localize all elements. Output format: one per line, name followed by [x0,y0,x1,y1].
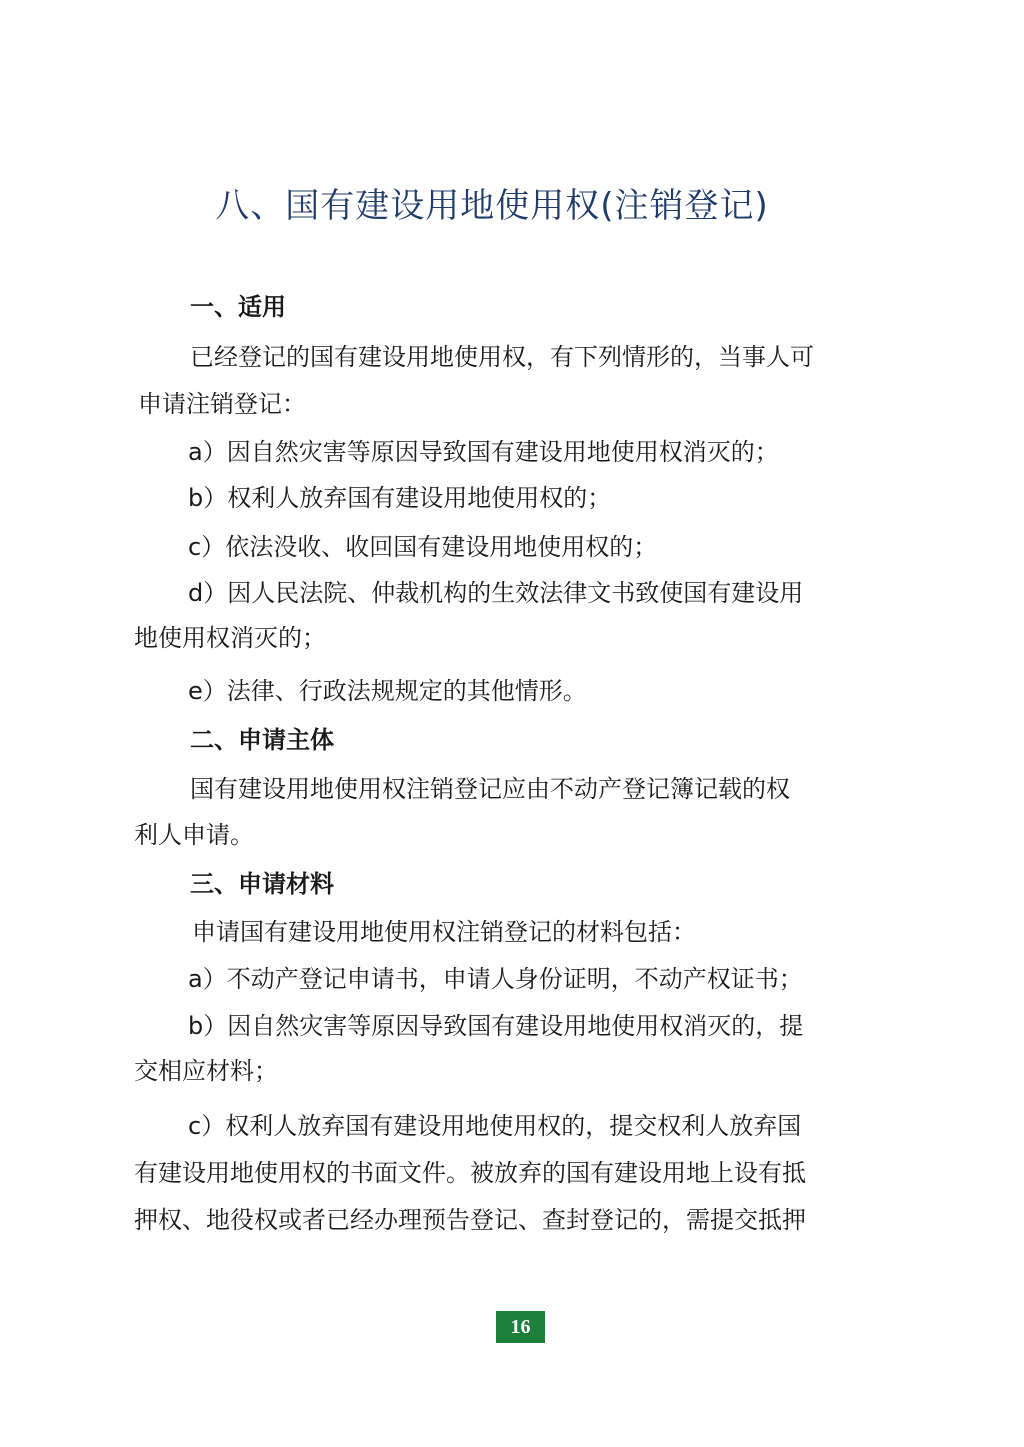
section-heading-applicant: 二、申请主体 [190,726,334,754]
list-item: c）依法没收、收回国有建设用地使用权的； [188,533,658,561]
list-item: a）因自然灾害等原因导致国有建设用地使用权消灭的； [188,438,779,466]
page-title: 八、国有建设用地使用权(注销登记) [215,186,769,226]
page-number-badge: 16 [496,1311,545,1343]
paragraph-line: 申请注销登记： [138,390,306,418]
paragraph-line: 申请国有建设用地使用权注销登记的材料包括： [192,918,696,946]
paragraph-line: 国有建设用地使用权注销登记应由不动产登记簿记载的权 [190,775,790,803]
paragraph-line: 利人申请。 [134,821,254,849]
list-item-continued: 有建设用地使用权的书面文件。被放弃的国有建设用地上设有抵 [134,1159,806,1187]
list-item-continued: 交相应材料； [134,1057,278,1085]
list-item: c）权利人放弃国有建设用地使用权的，提交权利人放弃国 [188,1112,802,1140]
list-item-continued: 押权、地役权或者已经办理预告登记、查封登记的，需提交抵押 [134,1206,806,1234]
list-item: b）因自然灾害等原因导致国有建设用地使用权消灭的，提 [188,1012,804,1040]
list-item: a）不动产登记申请书，申请人身份证明，不动产权证书； [188,965,803,993]
section-heading-materials: 三、申请材料 [190,870,334,898]
section-heading-applicable: 一、适用 [190,293,286,321]
paragraph-line: 已经登记的国有建设用地使用权，有下列情形的，当事人可 [190,343,814,371]
list-item: b）权利人放弃国有建设用地使用权的； [188,484,612,512]
list-item-continued: 地使用权消灭的； [134,624,326,652]
list-item: d）因人民法院、仲裁机构的生效法律文书致使国有建设用 [188,579,804,607]
list-item: e）法律、行政法规规定的其他情形。 [188,677,587,705]
